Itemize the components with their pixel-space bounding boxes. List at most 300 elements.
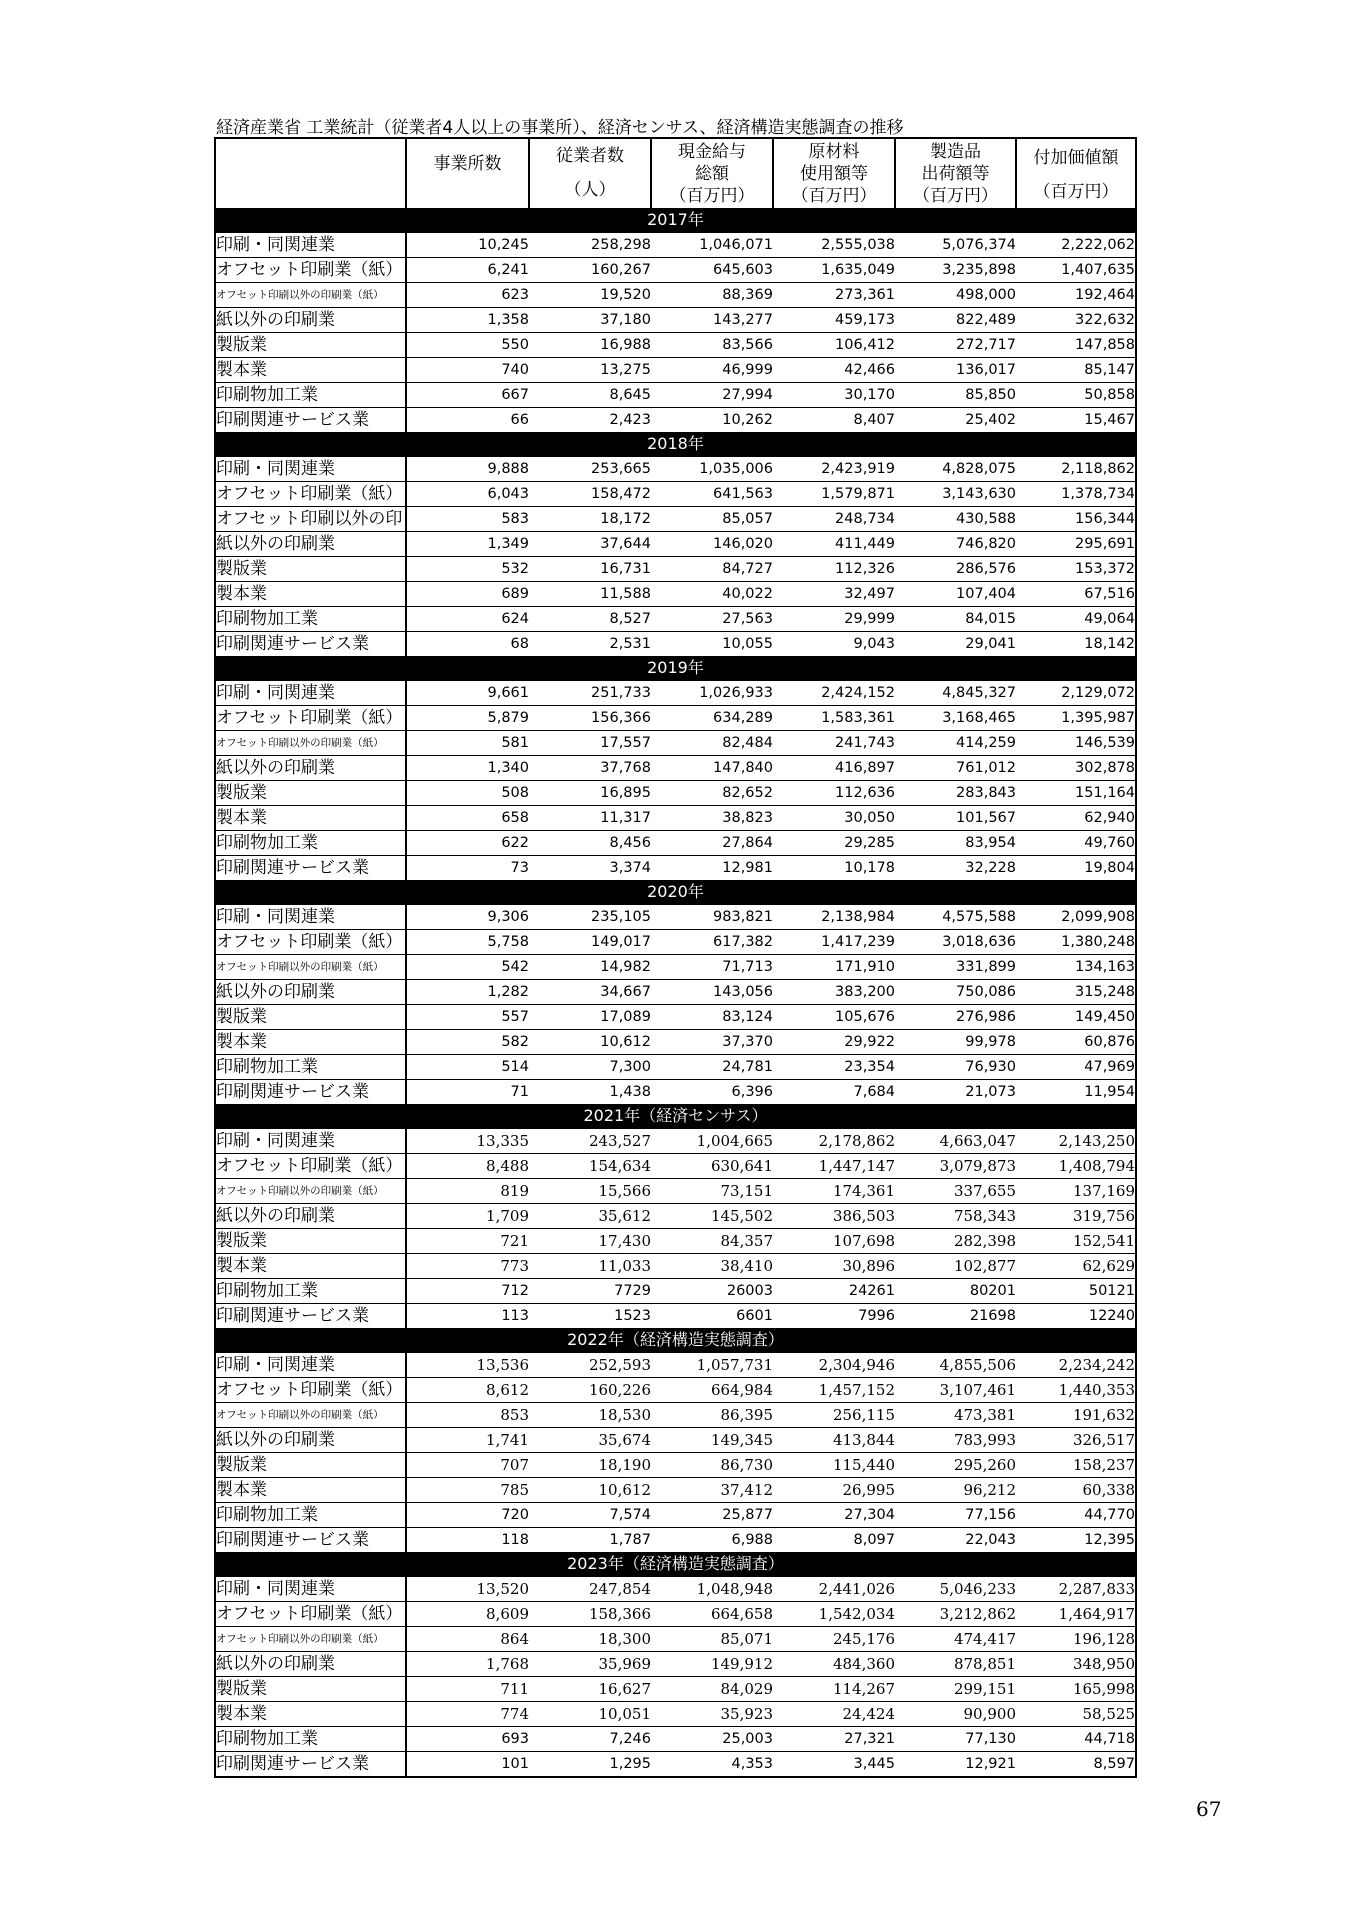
value-cell: 26,995	[773, 1478, 895, 1503]
value-cell: 17,430	[529, 1229, 651, 1254]
value-cell: 258,298	[529, 232, 651, 258]
value-cell: 11,317	[529, 806, 651, 831]
value-cell: 5,046,233	[895, 1576, 1016, 1602]
value-cell: 286,576	[895, 557, 1016, 582]
value-cell: 102,877	[895, 1254, 1016, 1279]
value-cell: 1,048,948	[651, 1576, 773, 1602]
value-cell: 2,531	[529, 632, 651, 657]
value-cell: 105,676	[773, 1005, 895, 1030]
value-cell: 243,527	[529, 1128, 651, 1154]
table-row	[215, 308, 1136, 333]
industry-label: 製版業	[215, 1005, 406, 1030]
industry-label: オフセット印刷以外の印刷業（紙）	[215, 1403, 406, 1428]
value-cell: 878,851	[895, 1652, 1016, 1677]
value-cell: 35,969	[529, 1652, 651, 1677]
industry-label: 印刷物加工業	[215, 1055, 406, 1080]
value-cell: 9,888	[406, 456, 529, 482]
value-cell: 617,382	[651, 930, 773, 955]
value-cell: 85,147	[1016, 358, 1136, 383]
table-row	[215, 680, 1136, 706]
value-cell: 693	[406, 1727, 529, 1752]
value-cell: 90,900	[895, 1702, 1016, 1727]
value-cell: 83,954	[895, 831, 1016, 856]
value-cell: 82,652	[651, 781, 773, 806]
year-label: 2017年	[215, 208, 1136, 232]
value-cell: 8,407	[773, 408, 895, 433]
value-cell: 44,770	[1016, 1503, 1136, 1528]
value-cell: 16,988	[529, 333, 651, 358]
header-employees-text: 従業者数	[556, 145, 624, 166]
table-row	[215, 1528, 1136, 1553]
header-materials-line2: 使用額等	[800, 163, 868, 184]
value-cell: 7,574	[529, 1503, 651, 1528]
value-cell: 1,282	[406, 980, 529, 1005]
table-row	[215, 1602, 1136, 1627]
value-cell: 761,012	[895, 756, 1016, 781]
year-header-row	[215, 1552, 1136, 1576]
industry-label: 製本業	[215, 1478, 406, 1503]
value-cell: 27,321	[773, 1727, 895, 1752]
value-cell: 645,603	[651, 258, 773, 283]
industry-label: 紙以外の印刷業	[215, 532, 406, 557]
table-row	[215, 1503, 1136, 1528]
value-cell: 1,295	[529, 1752, 651, 1778]
value-cell: 1,787	[529, 1528, 651, 1553]
industry-label: 製本業	[215, 806, 406, 831]
value-cell: 44,718	[1016, 1727, 1136, 1752]
value-cell: 667	[406, 383, 529, 408]
value-cell: 18,190	[529, 1453, 651, 1478]
value-cell: 29,999	[773, 607, 895, 632]
value-cell: 149,345	[651, 1428, 773, 1453]
year-header-row	[215, 656, 1136, 680]
industry-label: オフセット印刷業（紙）	[215, 930, 406, 955]
value-cell: 1523	[529, 1304, 651, 1329]
value-cell: 29,285	[773, 831, 895, 856]
value-cell: 1,768	[406, 1652, 529, 1677]
value-cell: 283,843	[895, 781, 1016, 806]
value-cell: 241,743	[773, 731, 895, 756]
table-row	[215, 1030, 1136, 1055]
header-value-added-text: 付加価値額	[1033, 147, 1119, 168]
value-cell: 17,557	[529, 731, 651, 756]
value-cell: 84,015	[895, 607, 1016, 632]
value-cell: 118	[406, 1528, 529, 1553]
value-cell: 30,170	[773, 383, 895, 408]
industry-label: オフセット印刷業（紙）	[215, 482, 406, 507]
value-cell: 1,380,248	[1016, 930, 1136, 955]
value-cell: 19,520	[529, 283, 651, 308]
value-cell: 84,357	[651, 1229, 773, 1254]
value-cell: 84,727	[651, 557, 773, 582]
value-cell: 112,326	[773, 557, 895, 582]
value-cell: 50121	[1016, 1279, 1136, 1304]
value-cell: 1,741	[406, 1428, 529, 1453]
header-shipments	[895, 138, 1016, 208]
value-cell: 3,168,465	[895, 706, 1016, 731]
value-cell: 10,245	[406, 232, 529, 258]
industry-label: オフセット印刷業（紙）	[215, 258, 406, 283]
value-cell: 114,267	[773, 1677, 895, 1702]
value-cell: 550	[406, 333, 529, 358]
value-cell: 99,978	[895, 1030, 1016, 1055]
header-value-added	[1016, 138, 1136, 208]
value-cell: 17,089	[529, 1005, 651, 1030]
value-cell: 30,050	[773, 806, 895, 831]
table-row	[215, 1378, 1136, 1403]
value-cell: 758,343	[895, 1204, 1016, 1229]
table-row	[215, 1652, 1136, 1677]
value-cell: 707	[406, 1453, 529, 1478]
year-label: 2018年	[215, 432, 1136, 456]
value-cell: 983,821	[651, 904, 773, 930]
industry-label: 製本業	[215, 358, 406, 383]
industry-label: 印刷・同関連業	[215, 232, 406, 258]
value-cell: 67,516	[1016, 582, 1136, 607]
value-cell: 273,361	[773, 283, 895, 308]
value-cell: 10,051	[529, 1702, 651, 1727]
value-cell: 459,173	[773, 308, 895, 333]
year-label: 2021年（経済センサス）	[215, 1104, 1136, 1128]
value-cell: 42,466	[773, 358, 895, 383]
value-cell: 1,579,871	[773, 482, 895, 507]
value-cell: 80201	[895, 1279, 1016, 1304]
value-cell: 1,542,034	[773, 1602, 895, 1627]
value-cell: 12240	[1016, 1304, 1136, 1329]
header-establishments	[406, 138, 529, 208]
value-cell: 134,163	[1016, 955, 1136, 980]
value-cell: 8,527	[529, 607, 651, 632]
value-cell: 8,612	[406, 1378, 529, 1403]
value-cell: 71	[406, 1080, 529, 1105]
table-row	[215, 1304, 1136, 1329]
value-cell: 101,567	[895, 806, 1016, 831]
table-body	[215, 208, 1136, 1777]
value-cell: 2,143,250	[1016, 1128, 1136, 1154]
table-row	[215, 358, 1136, 383]
value-cell: 58,525	[1016, 1702, 1136, 1727]
value-cell: 2,129,072	[1016, 680, 1136, 706]
value-cell: 822,489	[895, 308, 1016, 333]
value-cell: 295,260	[895, 1453, 1016, 1478]
value-cell: 252,593	[529, 1352, 651, 1378]
table-row	[215, 557, 1136, 582]
table-row	[215, 1428, 1136, 1453]
value-cell: 3,018,636	[895, 930, 1016, 955]
value-cell: 337,655	[895, 1179, 1016, 1204]
value-cell: 711	[406, 1677, 529, 1702]
industry-label: オフセット印刷以外の印	[215, 507, 406, 532]
value-cell: 1,046,071	[651, 232, 773, 258]
value-cell: 720	[406, 1503, 529, 1528]
header-employees-unit: （人）	[564, 179, 616, 200]
value-cell: 60,876	[1016, 1030, 1136, 1055]
value-cell: 1,407,635	[1016, 258, 1136, 283]
value-cell: 3,374	[529, 856, 651, 881]
value-cell: 27,304	[773, 1503, 895, 1528]
value-cell: 1,635,049	[773, 258, 895, 283]
value-cell: 147,858	[1016, 333, 1136, 358]
value-cell: 583	[406, 507, 529, 532]
value-cell: 1,438	[529, 1080, 651, 1105]
value-cell: 7,246	[529, 1727, 651, 1752]
value-cell: 73,151	[651, 1179, 773, 1204]
value-cell: 4,663,047	[895, 1128, 1016, 1154]
table-row	[215, 1627, 1136, 1652]
table-row	[215, 1279, 1136, 1304]
value-cell: 83,124	[651, 1005, 773, 1030]
table-row	[215, 507, 1136, 532]
page-number: 67	[1196, 1797, 1222, 1821]
table-row	[215, 1005, 1136, 1030]
value-cell: 107,698	[773, 1229, 895, 1254]
industry-label: 紙以外の印刷業	[215, 1204, 406, 1229]
header-materials-line1: 原材料	[808, 141, 860, 162]
value-cell: 4,855,506	[895, 1352, 1016, 1378]
value-cell: 641,563	[651, 482, 773, 507]
value-cell: 16,895	[529, 781, 651, 806]
value-cell: 322,632	[1016, 308, 1136, 333]
value-cell: 37,370	[651, 1030, 773, 1055]
value-cell: 624	[406, 607, 529, 632]
value-cell: 3,445	[773, 1752, 895, 1778]
value-cell: 1,057,731	[651, 1352, 773, 1378]
value-cell: 864	[406, 1627, 529, 1652]
value-cell: 13,335	[406, 1128, 529, 1154]
value-cell: 113	[406, 1304, 529, 1329]
table-row	[215, 532, 1136, 557]
value-cell: 37,644	[529, 532, 651, 557]
value-cell: 416,897	[773, 756, 895, 781]
value-cell: 1,340	[406, 756, 529, 781]
value-cell: 9,306	[406, 904, 529, 930]
value-cell: 77,156	[895, 1503, 1016, 1528]
value-cell: 29,922	[773, 1030, 895, 1055]
value-cell: 18,142	[1016, 632, 1136, 657]
value-cell: 27,563	[651, 607, 773, 632]
value-cell: 1,395,987	[1016, 706, 1136, 731]
value-cell: 13,536	[406, 1352, 529, 1378]
value-cell: 295,691	[1016, 532, 1136, 557]
value-cell: 13,520	[406, 1576, 529, 1602]
year-header-row	[215, 432, 1136, 456]
value-cell: 11,954	[1016, 1080, 1136, 1105]
value-cell: 156,366	[529, 706, 651, 731]
value-cell: 76,930	[895, 1055, 1016, 1080]
header-wages-unit: （百万円）	[669, 185, 755, 206]
value-cell: 6601	[651, 1304, 773, 1329]
table-row	[215, 1154, 1136, 1179]
value-cell: 14,982	[529, 955, 651, 980]
value-cell: 149,017	[529, 930, 651, 955]
value-cell: 23,354	[773, 1055, 895, 1080]
value-cell: 1,358	[406, 308, 529, 333]
value-cell: 37,412	[651, 1478, 773, 1503]
value-cell: 853	[406, 1403, 529, 1428]
industry-label: 紙以外の印刷業	[215, 308, 406, 333]
year-header-row	[215, 1104, 1136, 1128]
industry-label: 紙以外の印刷業	[215, 1652, 406, 1677]
industry-label: 印刷関連サービス業	[215, 1304, 406, 1329]
value-cell: 256,115	[773, 1403, 895, 1428]
industry-label: 印刷物加工業	[215, 1727, 406, 1752]
value-cell: 84,029	[651, 1677, 773, 1702]
value-cell: 32,497	[773, 582, 895, 607]
page-title: 経済産業省 工業統計（従業者4人以上の事業所）、経済センサス、経済構造実態調査の推移	[216, 118, 904, 138]
table-row	[215, 456, 1136, 482]
industry-label: 印刷・同関連業	[215, 904, 406, 930]
value-cell: 664,984	[651, 1378, 773, 1403]
value-cell: 106,412	[773, 333, 895, 358]
value-cell: 71,713	[651, 955, 773, 980]
value-cell: 156,344	[1016, 507, 1136, 532]
value-cell: 634,289	[651, 706, 773, 731]
value-cell: 557	[406, 1005, 529, 1030]
table-row	[215, 781, 1136, 806]
value-cell: 35,923	[651, 1702, 773, 1727]
value-cell: 2,304,946	[773, 1352, 895, 1378]
industry-label: 製本業	[215, 1254, 406, 1279]
year-label: 2020年	[215, 880, 1136, 904]
value-cell: 2,555,038	[773, 232, 895, 258]
value-cell: 49,064	[1016, 607, 1136, 632]
table-row	[215, 1229, 1136, 1254]
value-cell: 192,464	[1016, 283, 1136, 308]
value-cell: 15,467	[1016, 408, 1136, 433]
industry-label: 製本業	[215, 582, 406, 607]
value-cell: 276,986	[895, 1005, 1016, 1030]
industry-label: 印刷関連サービス業	[215, 408, 406, 433]
table-row	[215, 1254, 1136, 1279]
header-row	[215, 138, 1136, 208]
value-cell: 581	[406, 731, 529, 756]
value-cell: 251,733	[529, 680, 651, 706]
value-cell: 35,674	[529, 1428, 651, 1453]
value-cell: 235,105	[529, 904, 651, 930]
value-cell: 10,178	[773, 856, 895, 881]
value-cell: 16,731	[529, 557, 651, 582]
value-cell: 37,180	[529, 308, 651, 333]
industry-label: 紙以外の印刷業	[215, 756, 406, 781]
industry-label: 印刷・同関連業	[215, 1576, 406, 1602]
industry-label: オフセット印刷以外の印刷業（紙）	[215, 1627, 406, 1652]
value-cell: 62,940	[1016, 806, 1136, 831]
value-cell: 37,768	[529, 756, 651, 781]
value-cell: 68	[406, 632, 529, 657]
table-row	[215, 706, 1136, 731]
value-cell: 49,760	[1016, 831, 1136, 856]
value-cell: 171,910	[773, 955, 895, 980]
value-cell: 88,369	[651, 283, 773, 308]
value-cell: 658	[406, 806, 529, 831]
value-cell: 664,658	[651, 1602, 773, 1627]
value-cell: 1,447,147	[773, 1154, 895, 1179]
value-cell: 2,234,242	[1016, 1352, 1136, 1378]
value-cell: 3,143,630	[895, 482, 1016, 507]
table-row	[215, 1677, 1136, 1702]
header-employees	[529, 138, 651, 208]
value-cell: 712	[406, 1279, 529, 1304]
value-cell: 50,858	[1016, 383, 1136, 408]
table-row	[215, 856, 1136, 881]
value-cell: 623	[406, 283, 529, 308]
value-cell: 146,020	[651, 532, 773, 557]
year-header-row	[215, 1328, 1136, 1352]
table-row	[215, 383, 1136, 408]
value-cell: 5,879	[406, 706, 529, 731]
value-cell: 145,502	[651, 1204, 773, 1229]
industry-label: 印刷・同関連業	[215, 456, 406, 482]
value-cell: 474,417	[895, 1627, 1016, 1652]
value-cell: 4,845,327	[895, 680, 1016, 706]
header-value-added-unit: （百万円）	[1033, 181, 1119, 202]
value-cell: 7,684	[773, 1080, 895, 1105]
value-cell: 532	[406, 557, 529, 582]
value-cell: 191,632	[1016, 1403, 1136, 1428]
industry-label: 印刷・同関連業	[215, 1128, 406, 1154]
table-row	[215, 632, 1136, 657]
value-cell: 101	[406, 1752, 529, 1778]
value-cell: 158,472	[529, 482, 651, 507]
industry-label: オフセット印刷以外の印刷業（紙）	[215, 1179, 406, 1204]
table-row	[215, 333, 1136, 358]
value-cell: 18,172	[529, 507, 651, 532]
value-cell: 26003	[651, 1279, 773, 1304]
value-cell: 19,804	[1016, 856, 1136, 881]
value-cell: 348,950	[1016, 1652, 1136, 1677]
value-cell: 2,099,908	[1016, 904, 1136, 930]
value-cell: 8,097	[773, 1528, 895, 1553]
value-cell: 630,641	[651, 1154, 773, 1179]
value-cell: 12,395	[1016, 1528, 1136, 1553]
value-cell: 774	[406, 1702, 529, 1727]
year-header-row	[215, 208, 1136, 232]
value-cell: 414,259	[895, 731, 1016, 756]
value-cell: 27,994	[651, 383, 773, 408]
value-cell: 3,212,862	[895, 1602, 1016, 1627]
value-cell: 10,612	[529, 1478, 651, 1503]
value-cell: 6,241	[406, 258, 529, 283]
value-cell: 282,398	[895, 1229, 1016, 1254]
value-cell: 24,424	[773, 1702, 895, 1727]
value-cell: 35,612	[529, 1204, 651, 1229]
value-cell: 154,634	[529, 1154, 651, 1179]
value-cell: 38,823	[651, 806, 773, 831]
value-cell: 299,151	[895, 1677, 1016, 1702]
value-cell: 107,404	[895, 582, 1016, 607]
header-shipments-line1: 製造品	[930, 141, 981, 162]
industry-label: 印刷・同関連業	[215, 1352, 406, 1378]
table-row	[215, 1403, 1136, 1428]
value-cell: 1,004,665	[651, 1128, 773, 1154]
value-cell: 46,999	[651, 358, 773, 383]
table-row	[215, 904, 1136, 930]
table-row	[215, 1055, 1136, 1080]
table-row	[215, 756, 1136, 781]
value-cell: 9,661	[406, 680, 529, 706]
value-cell: 158,366	[529, 1602, 651, 1627]
value-cell: 27,864	[651, 831, 773, 856]
value-cell: 158,237	[1016, 1453, 1136, 1478]
table-row	[215, 408, 1136, 433]
value-cell: 160,226	[529, 1378, 651, 1403]
table-row	[215, 930, 1136, 955]
value-cell: 32,228	[895, 856, 1016, 881]
value-cell: 1,035,006	[651, 456, 773, 482]
value-cell: 7729	[529, 1279, 651, 1304]
value-cell: 386,503	[773, 1204, 895, 1229]
value-cell: 2,424,152	[773, 680, 895, 706]
